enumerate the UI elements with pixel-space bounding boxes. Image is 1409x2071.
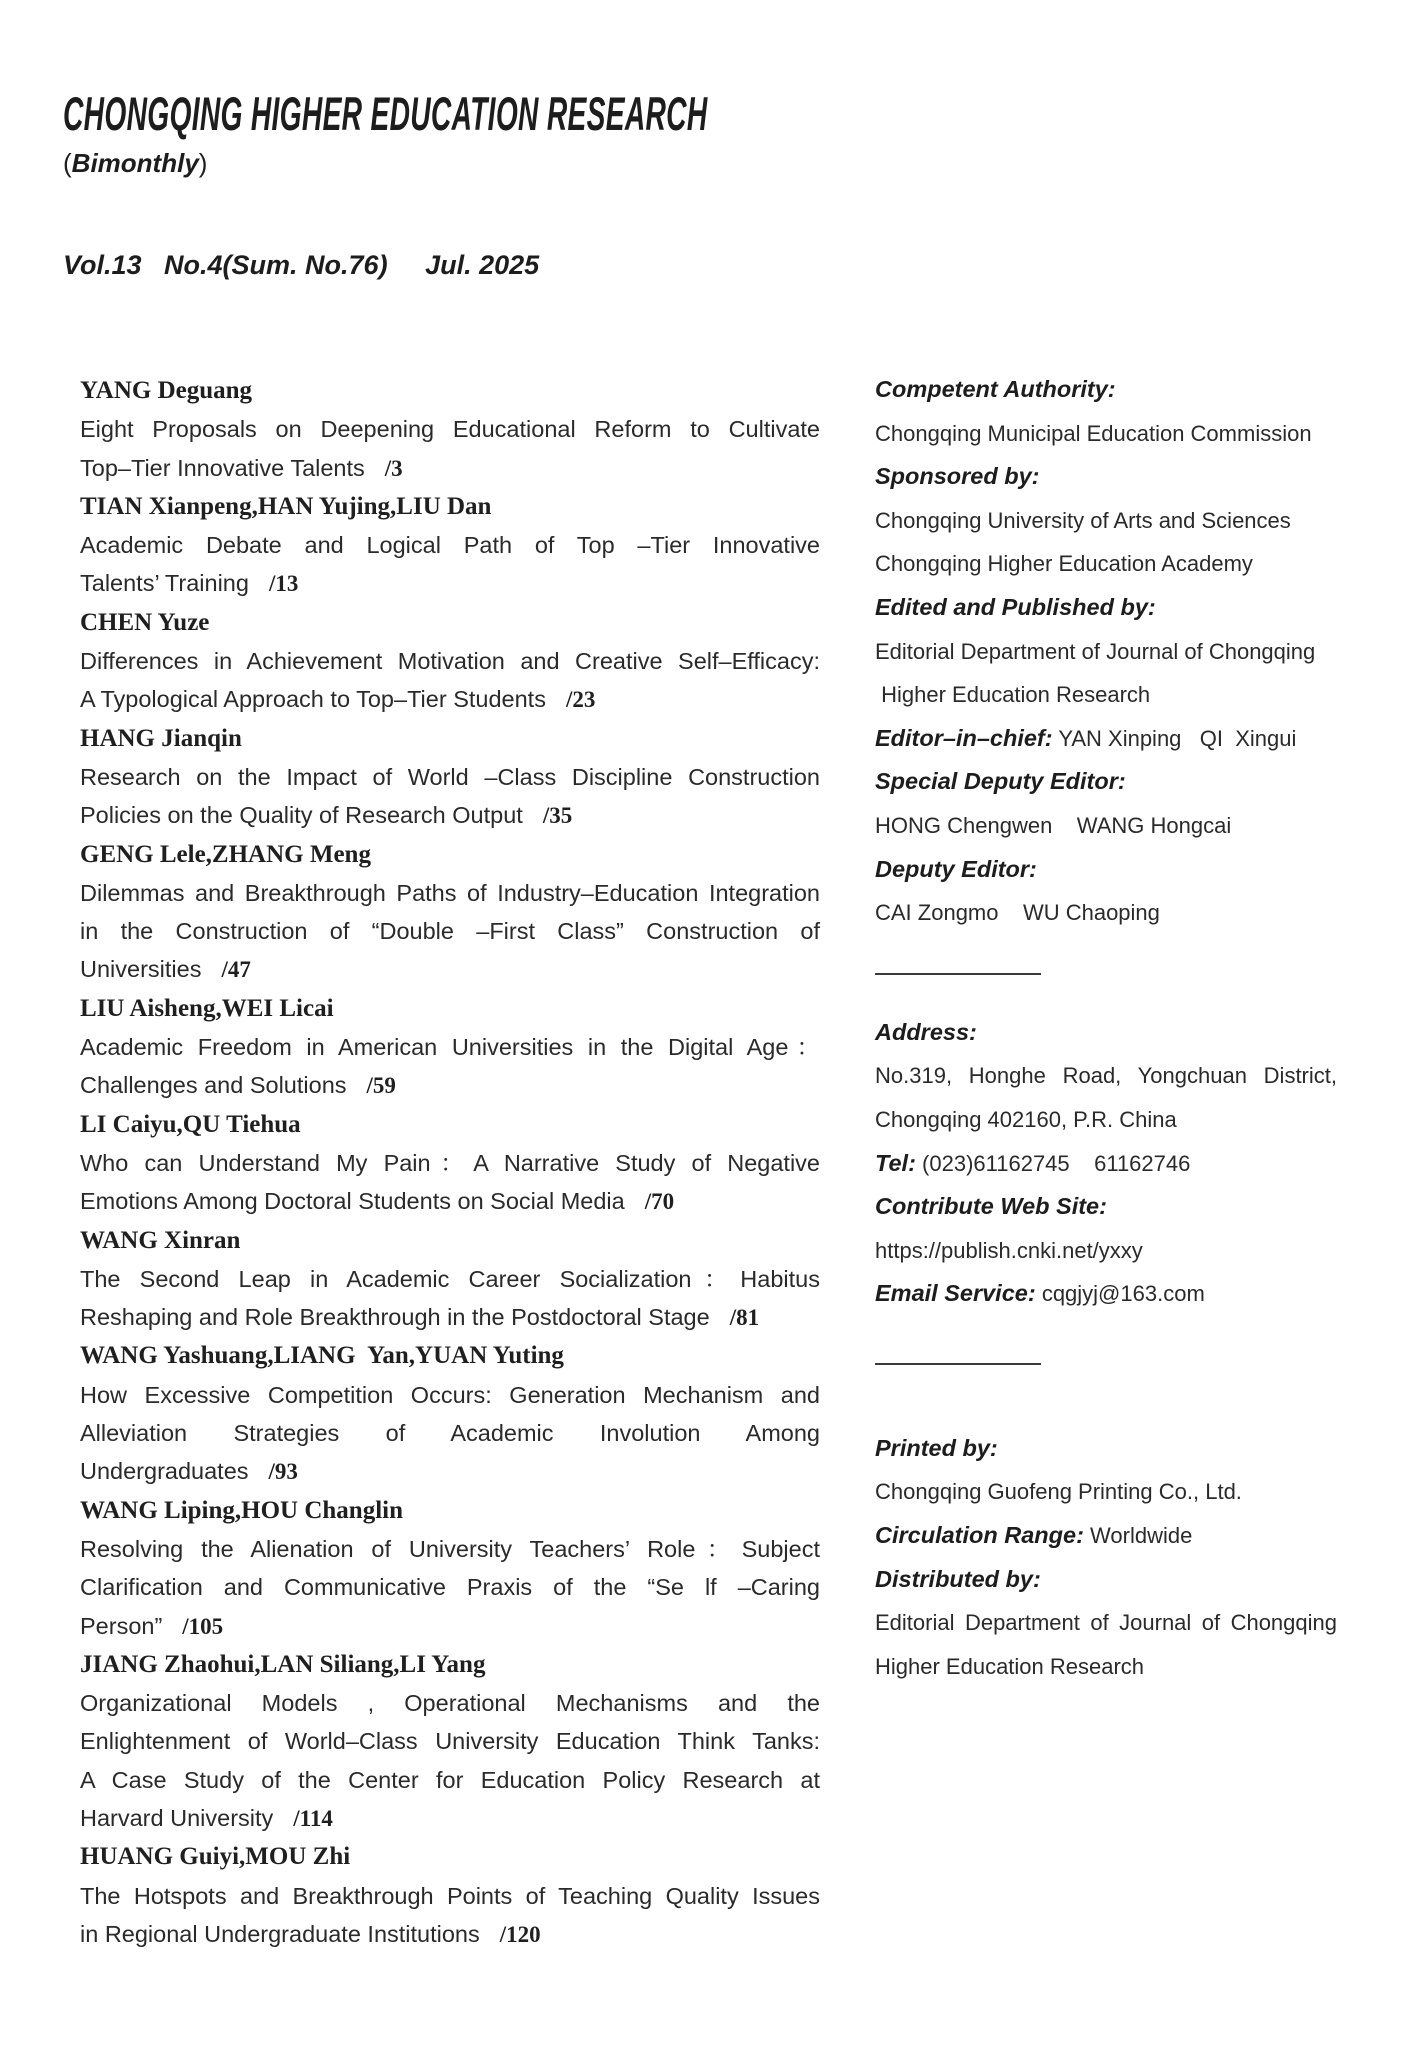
info-row (875, 891, 1337, 935)
info-value: Chongqing University of Arts and Sciences (875, 507, 1291, 533)
close-paren: ) (198, 148, 208, 178)
info-value: Editorial Department of Journal of Chongqing (875, 638, 1316, 664)
publication-info-panel (875, 368, 1337, 1688)
article-title-line: The Second Leap in Academic Career Socialization：Habitus (80, 1265, 820, 1292)
info-row (875, 673, 1337, 717)
info-row (875, 1229, 1337, 1273)
article-page-number: /47 (221, 957, 251, 983)
article-authors: HUANG Guiyi,MOU Zhi (80, 1843, 351, 1871)
info-row (875, 760, 1337, 804)
toc-article-list (80, 372, 820, 1954)
article-title-line: Academic Freedom in American Universities in the Digital Age： (80, 1034, 820, 1061)
article-title-line: Alleviation Strategies of Academic Involution Among (80, 1420, 820, 1447)
toc-entry (80, 1337, 820, 1491)
article-authors: WANG Xinran (80, 1226, 241, 1254)
toc-entry (80, 836, 820, 990)
article-title-text: Challenges and Solutions (80, 1072, 347, 1099)
article-title-text: Reshaping and Role Breakthrough in the Postdoctoral Stage (80, 1304, 710, 1331)
article-title-line: Clarification and Communicative Praxis of the “Se lf –Caring (80, 1574, 820, 1601)
info-label: Contribute Web Site: (875, 1193, 1107, 1220)
article-title-last-line (80, 950, 820, 989)
article-page-number: /23 (565, 687, 596, 713)
info-row (875, 412, 1337, 456)
article-title-line: The Hotspots and Breakthrough Points of Teaching Quality Issues (80, 1882, 820, 1909)
article-title-last-line (80, 449, 820, 488)
info-row (875, 1054, 1337, 1098)
article-title-last-line (80, 1915, 820, 1954)
article-title-last-line (80, 1799, 820, 1838)
info-row (875, 1185, 1337, 1229)
info-label: Printed by: (875, 1434, 998, 1461)
info-row (875, 1427, 1337, 1471)
article-authors: JIANG Zhaohui,LAN Siliang,LI Yang (80, 1650, 486, 1678)
journal-frequency (63, 148, 207, 179)
article-title-text: Emotions Among Doctoral Students on Social Media (80, 1188, 625, 1215)
article-title-text: Top–Tier Innovative Talents (80, 454, 365, 481)
article-title-line: Resolving the Alienation of University Teachers’ Role：Subject (80, 1535, 820, 1562)
info-label: Sponsored by: (875, 463, 1040, 490)
article-page-number: /59 (366, 1073, 396, 1099)
info-value: Editorial Department of Journal of Chongqing (875, 1610, 1337, 1636)
article-page-number: /114 (293, 1805, 333, 1831)
article-title-text: Universities (80, 956, 202, 983)
article-page-number: /3 (384, 455, 403, 481)
article-title-line: Who can Understand My Pain：A Narrative Study of Negative (80, 1149, 820, 1176)
info-row (875, 630, 1337, 674)
article-authors: LIU Aisheng,WEI Licai (80, 994, 334, 1022)
journal-title-text: CHONGQING HIGHER EDUCATION RESEARCH (63, 87, 708, 140)
info-value: Chongqing Municipal Education Commission (875, 420, 1312, 446)
toc-entry (80, 1222, 820, 1338)
article-authors: WANG Yashuang,LIANG Yan,YUAN Yuting (80, 1342, 564, 1370)
article-title-line: in the Construction of “Double –First Class” Construction of (80, 918, 820, 945)
info-value: CAI Zongmo WU Chaoping (875, 900, 1160, 926)
article-page-number: /105 (182, 1613, 224, 1639)
info-value: Higher Education Research (875, 682, 1151, 708)
article-title-last-line (80, 1182, 820, 1221)
article-title-last-line (80, 564, 820, 603)
info-row (875, 1558, 1337, 1602)
article-page-number: /81 (729, 1305, 760, 1331)
info-label: Edited and Published by: (875, 593, 1156, 620)
info-label: Circulation Range: (875, 1522, 1084, 1549)
article-page-number: /70 (644, 1189, 675, 1215)
info-value: Higher Education Research (875, 1653, 1145, 1679)
info-row (875, 1470, 1337, 1514)
info-row (875, 1142, 1337, 1186)
info-value: HONG Chengwen WANG Hongcai (875, 812, 1232, 838)
article-page-number: /93 (268, 1459, 298, 1485)
info-label: Address: (875, 1018, 977, 1045)
article-title-text: Harvard University (80, 1804, 274, 1831)
info-value: Worldwide (1090, 1523, 1193, 1549)
info-row (875, 848, 1337, 892)
article-title-last-line (80, 1298, 820, 1337)
info-row (875, 1098, 1337, 1142)
article-authors: WANG Liping,HOU Changlin (80, 1496, 404, 1524)
article-title-last-line (80, 1066, 820, 1105)
toc-entry (80, 1838, 820, 1954)
article-authors: YANG Deguang (80, 377, 253, 404)
article-title-line: Research on the Impact of World –Class Discipline Construction (80, 763, 820, 790)
article-title-line: Eight Proposals on Deepening Educational Reform to Cultivate (80, 416, 820, 443)
journal-title (63, 87, 1137, 140)
article-title-text: Undergraduates (80, 1458, 249, 1485)
info-label: Competent Authority: (875, 376, 1116, 402)
article-title-text: Talents’ Training (80, 570, 249, 597)
toc-entry (80, 990, 820, 1106)
info-row (875, 1514, 1337, 1558)
info-row (875, 499, 1337, 543)
article-title-text: Policies on the Quality of Research Output (80, 802, 523, 829)
article-title-line: Enlightenment of World–Class University Education Think Tanks: (80, 1728, 820, 1755)
article-title-line: Dilemmas and Breakthrough Paths of Industry–Education Integration (80, 879, 820, 906)
info-row (875, 1272, 1337, 1316)
issue-info: Vol.13 No.4(Sum. No.76) Jul. 2025 (63, 250, 540, 280)
toc-entry (80, 604, 820, 720)
frequency-label: Bimonthly (71, 148, 199, 178)
info-label: Editor–in–chief: (875, 724, 1053, 751)
toc-entry (80, 372, 820, 488)
article-page-number: /120 (499, 1921, 541, 1947)
info-row (875, 586, 1337, 630)
divider-rule (875, 1363, 1041, 1365)
article-title-last-line (80, 796, 820, 835)
article-authors: LI Caiyu,QU Tiehua (80, 1110, 301, 1138)
open-paren: ( (63, 148, 72, 178)
toc-entry (80, 1106, 820, 1222)
info-value: (023)61162745 61162746 (922, 1150, 1191, 1176)
info-row (875, 542, 1337, 586)
info-value: YAN Xinping QI Xingui (1058, 725, 1297, 751)
info-row (875, 368, 1337, 412)
info-label: Special Deputy Editor: (875, 768, 1126, 795)
article-title-line: Academic Debate and Logical Path of Top –Tier Innovative (80, 532, 820, 559)
toc-entry (80, 488, 820, 604)
article-authors: HANG Jianqin (80, 724, 242, 752)
info-row (875, 1011, 1337, 1055)
article-authors: TIAN Xianpeng,HAN Yujing,LIU Dan (80, 492, 492, 520)
info-row (875, 455, 1337, 499)
article-authors: CHEN Yuze (80, 608, 210, 636)
info-label: Distributed by: (875, 1565, 1041, 1592)
article-title-last-line (80, 680, 820, 719)
info-value: https://publish.cnki.net/yxxy (875, 1237, 1143, 1263)
info-row (875, 717, 1337, 761)
article-title-line: How Excessive Competition Occurs: Generation Mechanism and (80, 1381, 820, 1408)
article-title-line: Differences in Achievement Motivation and Creative Self–Efficacy: (80, 648, 820, 675)
article-title-text: A Typological Approach to Top–Tier Students (80, 686, 546, 713)
info-value: cqgjyj@163.com (1041, 1281, 1205, 1307)
article-page-number: /35 (542, 803, 573, 829)
article-title-text: Person” (80, 1612, 163, 1639)
info-row (875, 804, 1337, 848)
info-label: Tel: (875, 1149, 916, 1176)
info-label: Email Service: (875, 1280, 1036, 1307)
article-title-line: Organizational Models , Operational Mechanisms and the (80, 1690, 820, 1717)
info-value: Chongqing 402160, P.R. China (875, 1106, 1177, 1132)
article-title-text: in Regional Undergraduate Institutions (80, 1920, 480, 1947)
info-value: Chongqing Higher Education Academy (875, 551, 1253, 577)
article-title-last-line (80, 1452, 820, 1491)
toc-entry (80, 1492, 820, 1646)
article-title-last-line (80, 1607, 820, 1646)
info-label: Deputy Editor: (875, 855, 1037, 882)
info-row (875, 1601, 1337, 1645)
article-title-line: A Case Study of the Center for Education Policy Research at (80, 1766, 820, 1793)
article-page-number: /13 (268, 571, 299, 597)
info-value: Chongqing Guofeng Printing Co., Ltd. (875, 1479, 1242, 1505)
info-value: No.319, Honghe Road, Yongchuan District, (875, 1063, 1337, 1089)
toc-entry (80, 1646, 820, 1838)
info-row (875, 1645, 1337, 1689)
toc-entry (80, 720, 820, 836)
divider-rule (875, 973, 1041, 975)
article-authors: GENG Lele,ZHANG Meng (80, 840, 371, 868)
